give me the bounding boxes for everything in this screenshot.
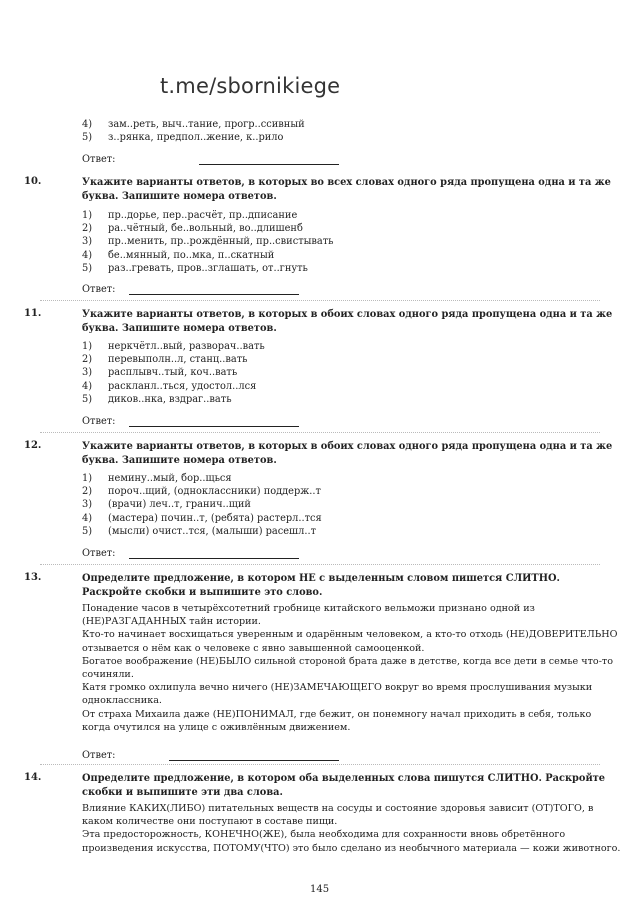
sentence: От страха Михаила даже (НЕ)ПОНИМАЛ, где бежит, он понемногу начал приходить в себя, только когда очутился на улице с оживлённым движением.	[82, 708, 592, 733]
task-question: Определите предложение, в котором оба выделенных слова пишутся СЛИТНО. Раскройте скобки и выпишите эти два слова.	[82, 773, 606, 798]
option-item: 1) пр..дорье, пер..расчёт, пр..дписание	[82, 210, 298, 221]
paragraphs	[82, 602, 622, 734]
option-item: 5) з..рянка, предпол..жение, к..рило	[82, 132, 284, 144]
divider	[40, 564, 600, 565]
sentence: Богатое воображение (НЕ)БЫЛО сильной стороной брата даже в детстве, когда все дети в семье что-то сочиняли.	[82, 655, 614, 681]
option-item: 3) пр..менить, пр..рождённый, пр..свистывать	[82, 236, 334, 248]
option-item: 2) пороч..щий, (одноклассники) поддерж..т	[82, 486, 321, 498]
answer-line: Ответ:	[82, 284, 299, 295]
answer-field[interactable]	[199, 163, 339, 165]
watermark: t.me/sbornikiege	[160, 74, 341, 98]
answer-field[interactable]	[129, 293, 299, 295]
option-item: 4) (мастера) почин..т, (ребята) растерл..тся	[82, 512, 322, 524]
divider	[40, 432, 600, 433]
option-item: 4) раскланл..ться, удостол..лся	[82, 380, 257, 392]
options-list	[82, 209, 334, 275]
option-item: 1) немину..мый, бор..щься	[82, 473, 232, 484]
answer-field[interactable]	[169, 759, 339, 761]
option-item: 2) ра..чётный, бе..вольный, во..длишенб	[82, 223, 303, 235]
task-number: 14.	[24, 772, 42, 783]
task-question: Укажите варианты ответов, в которых в обоих словах одного ряда пропущена одна и та же буква. Запишите номера ответов.	[82, 441, 613, 466]
option-item: 5) (мысли) очист..тся, (малыши) расешл..т	[82, 525, 317, 537]
sentence: Влияние КАКИХ(ЛИБО) питательных веществ на сосуды и состояние здоровья зависит (ОТ)ТОГО, в каком количестве они поступают в составе пищи.	[82, 803, 594, 828]
option-item: 2) перевыполн..л, станц..вать	[82, 354, 248, 366]
task-number: 12.	[24, 440, 42, 451]
task-question: Укажите варианты ответов, в которых в обоих словах одного ряда пропущена одна и та же буква. Запишите номера ответов.	[82, 309, 613, 334]
option-item: 1) неркчётл..вый, разворач..вать	[82, 341, 265, 352]
option-item: 4) бе..мянный, по..мка, п..скатный	[82, 249, 275, 261]
task-question: Определите предложение, в котором НЕ с выделенным словом пишется СЛИТНО. Раскройте скобки и выпишите это слово.	[82, 573, 560, 598]
sentence: Эта предосторожность, КОНЕЧНО(ЖЕ), была необходима для сохранности вновь обретённого произведения искусства, ПОТОМУ(ЧТО) это было сделано из необычного материала — кожи животного.	[82, 829, 621, 854]
option-item: 5) раз..гревать, пров..зглашать, от..гнуть	[82, 262, 308, 274]
answer-line: Ответ:	[82, 548, 299, 559]
sentence: Катя громко охлипула вечно ничего (НЕ)ЗАМЕЧАЮЩЕГО вокруг во время прослушивания музыки одноклассника.	[82, 682, 593, 707]
task-number: 10.	[24, 176, 42, 187]
task-number: 13.	[24, 572, 42, 583]
answer-field[interactable]	[129, 425, 299, 427]
answer-line: Ответ:	[82, 750, 339, 761]
divider	[40, 300, 600, 301]
option-item: 5) диков..нка, вздраг..вать	[82, 393, 232, 405]
sentence: Кто-то начинает восхищаться уверенным и одарённым человеком, а кто-то отходь (НЕ)ДОВЕРИТЕЛЬНО отзывается о нём как о человеке с явно завышенной самооценкой.	[82, 629, 618, 654]
answer-field[interactable]	[129, 557, 299, 559]
task-question: Укажите варианты ответов, в которых во всех словах одного ряда пропущена одна и та же буква. Запишите номера ответов.	[82, 177, 611, 202]
option-item: 3) (врачи) леч..т, гранич..щий	[82, 499, 251, 511]
task-number: 11.	[24, 308, 42, 319]
option-item: 3) расплывч..тый, коч..вать	[82, 367, 238, 379]
answer-line: Ответ:	[82, 416, 299, 427]
page-number: 145	[310, 884, 330, 895]
prev-options	[82, 118, 305, 144]
divider	[40, 764, 600, 765]
options-list	[82, 340, 265, 406]
option-item: 4) зам..реть, выч..тание, прогр..ссивный	[82, 119, 305, 130]
paragraphs	[82, 802, 622, 855]
answer-line: Ответ:	[82, 154, 339, 165]
sentence: Понадение часов в четырёхсотетний гробнице китайского вельможи признано одной из (НЕ)РАЗГАДАННЫХ тайн истории.	[82, 603, 535, 628]
options-list	[82, 472, 322, 538]
